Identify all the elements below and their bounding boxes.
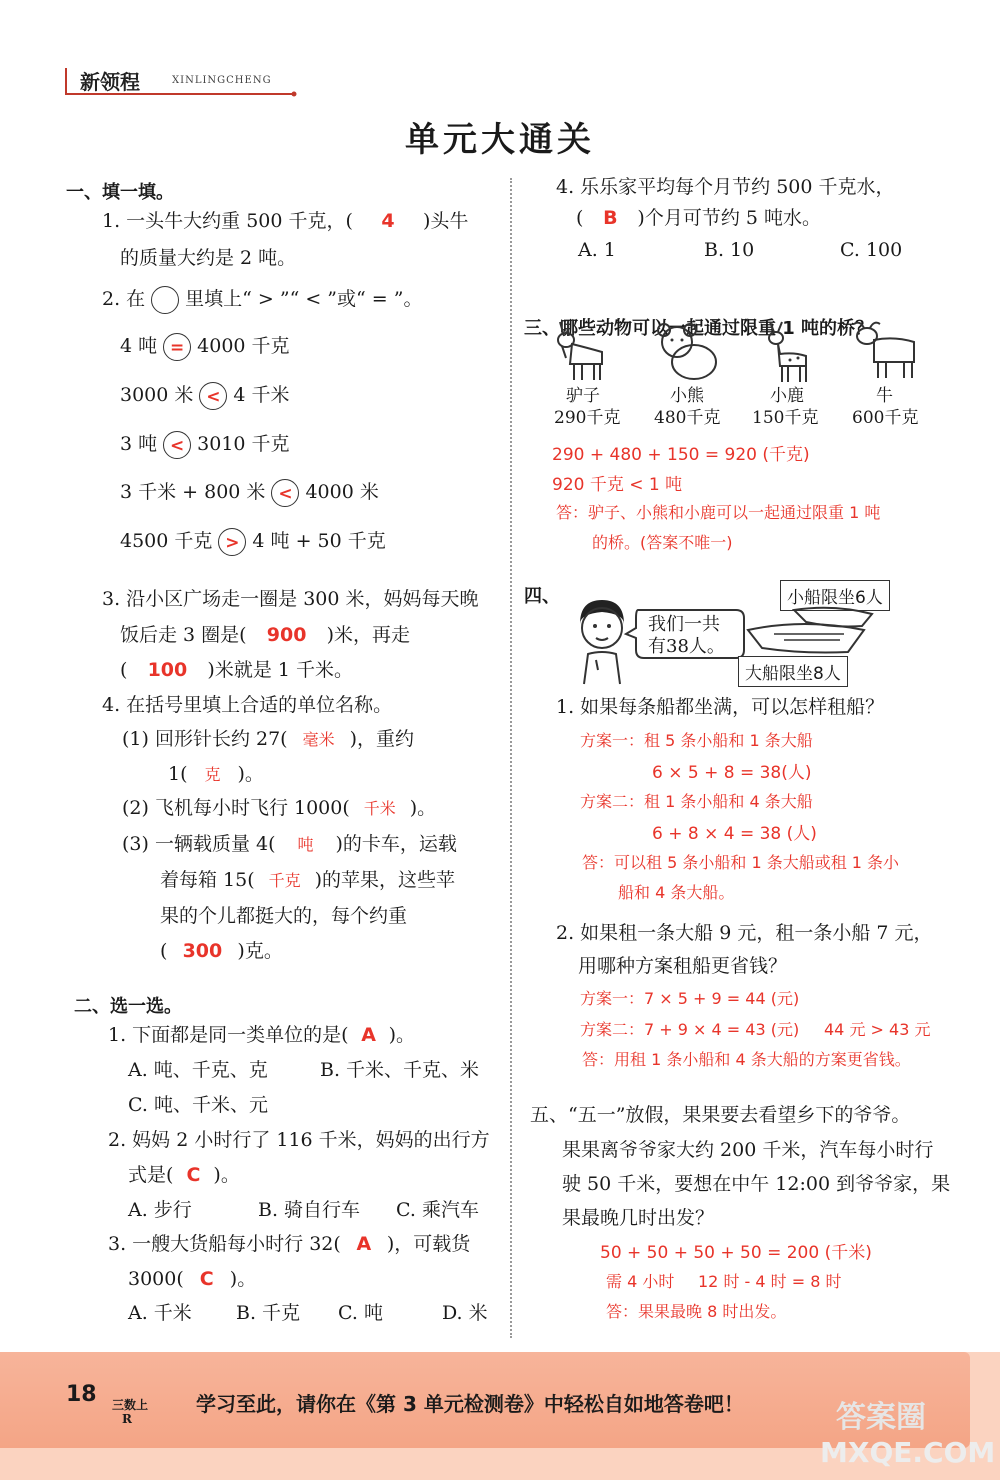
compare-left: 4500 千克 [120, 530, 213, 552]
compare-answer: > [225, 533, 240, 553]
s2-q3-text-a: 3. 一艘大货船每小时行 32( [108, 1233, 341, 1255]
s4-q2-line1: 2. 如果租一条大船 9 元，租一条小船 7 元， [556, 922, 933, 944]
s4-q1: 1. 如果每条船都坐满，可以怎样租船？ [556, 696, 885, 718]
donkey-icon [548, 318, 610, 384]
s1-q4-p1-answer-2: 克 [204, 765, 221, 784]
s3-solution-1: 290 + 480 + 150 = 920 (千克) [552, 445, 810, 465]
s1-q4-p3-line4 [160, 940, 283, 963]
animal-weight-bear: 480千克 [654, 408, 721, 428]
s1-q4-p3-line3: 果的个儿都挺大的，每个约重 [160, 905, 408, 927]
s3-solution-2: 920 千克 < 1 吨 [552, 475, 683, 495]
compare-right: 4 吨 + 50 千克 [252, 530, 386, 552]
edition-label: R [122, 1412, 132, 1426]
s2-q3-text-b: )，可载货 [386, 1233, 471, 1255]
watermark-logo: 答案圈 [836, 1400, 926, 1435]
s5-line-3: 驶 50 千米，要想在中午 12:00 到爷爷家，果 [562, 1173, 951, 1195]
s2-q3-opt-d: D. 米 [442, 1302, 488, 1324]
s1-q1-line1 [102, 210, 468, 233]
s1-q3-line3 [120, 659, 353, 682]
section-1-heading: 一、填一填。 [66, 182, 174, 203]
s1-q4-p3-answer: 吨 [297, 835, 314, 854]
footer-message: 学习至此，请你在《第 3 单元检测卷》中轻松自如地答卷吧！ [196, 1392, 744, 1416]
compare-right: 4000 米 [305, 481, 379, 503]
s1-q3-line1: 3. 沿小区广场走一圈是 300 米，妈妈每天晚 [102, 588, 479, 610]
s1-q1-text-a: 1. 一头牛大约重 500 千克，( [102, 210, 353, 232]
s2-q3-line2 [128, 1268, 256, 1291]
s1-q2-row-2 [120, 382, 290, 410]
compare-left: 3 吨 [120, 433, 158, 455]
compare-circle [163, 431, 191, 459]
s1-q4-p3-text-g: )克。 [237, 940, 283, 962]
s1-q4-p1-text-c: 1( [168, 763, 188, 785]
brand-pinyin: XINLINGCHENG [172, 75, 272, 86]
s2-q3-text-c: 3000( [128, 1268, 184, 1290]
compare-answer: < [170, 436, 185, 456]
animal-name-cow: 牛 [876, 386, 893, 406]
s2-q1-text-b: )。 [388, 1024, 416, 1046]
animal-name-deer: 小鹿 [770, 386, 804, 406]
s2-q2-line1: 2. 妈妈 2 小时行了 116 千米，妈妈的出行方 [108, 1129, 490, 1151]
compare-right: 4000 千克 [197, 335, 290, 357]
s3-answer-2: 的桥。(答案不唯一) [592, 533, 733, 552]
s1-q4-p1-text-b: )，重约 [349, 728, 415, 750]
page-number: 18 [66, 1382, 97, 1407]
s2-q1-opt-c: C. 吨、千米、元 [128, 1094, 268, 1116]
s1-q4-p2-text-b: )。 [409, 797, 437, 819]
s4-q2-answer: 答：用租 1 条小船和 4 条大船的方案更省钱。 [582, 1050, 911, 1069]
s1-q3-text-c1: ( [120, 659, 128, 681]
small-boat-label: 小船限坐6人 [780, 580, 890, 611]
s1-q3-text-c2: )米就是 1 千米。 [207, 659, 354, 681]
animal-weight-donkey: 290千克 [554, 408, 621, 428]
section-2-heading: 二、选一选。 [74, 996, 182, 1017]
s2-q3-text-d: )。 [229, 1268, 257, 1290]
s2-q2-text-c: )。 [213, 1164, 240, 1186]
s1-q4-p3-text-a: (3) 一辆载质量 4( [122, 833, 276, 855]
s2-q2-opt-c: C. 乘汽车 [396, 1199, 479, 1221]
compare-answer: < [278, 484, 293, 504]
s1-q4-p3-answer-2: 千克 [268, 871, 301, 890]
s1-q1-text-b: )头牛 [422, 210, 469, 232]
s4-q1-solution-1: 方案一：租 5 条小船和 1 条大船 [580, 731, 813, 750]
s5-line-4: 果最晚几时出发？ [562, 1207, 715, 1229]
s2-q1-opt-a: A. 吨、千克、克 [128, 1059, 268, 1081]
s1-q4-p3-text-c: 着每箱 15( [160, 869, 255, 891]
compare-right: 4 千米 [233, 384, 290, 406]
s2-q3-opt-b: B. 千克 [236, 1302, 301, 1324]
s2-q2-answer: C [186, 1164, 201, 1186]
s1-q2-text-b: 里填上“ > ”“ < ”或“ = ”。 [185, 288, 423, 310]
big-boat-label: 大船限坐8人 [738, 656, 848, 687]
s1-q4-p2-text-a: (2) 飞机每小时飞行 1000( [122, 797, 350, 819]
s2-q1-text-a: 1. 下面都是同一类单位的是( [108, 1024, 349, 1046]
s4-q1-solution-3: 方案二：租 1 条小船和 4 条大船 [580, 792, 813, 811]
s1-q3-answer-2: 100 [147, 659, 188, 681]
s4-q2-solution-1: 方案一：7 × 5 + 9 = 44 (元) [580, 989, 800, 1008]
animal-weight-deer: 150千克 [752, 408, 819, 428]
boy-icon [572, 596, 630, 686]
s2-q4-line1: 4. 乐乐家平均每个月节约 500 千克水， [556, 176, 895, 198]
compare-answer: < [206, 387, 221, 407]
section-3-heading: 三、哪些动物可以一起通过限重 1 吨的桥？ [524, 318, 874, 339]
s1-q1-line2: 的质量大约是 2 吨。 [120, 247, 297, 269]
s4-q1-answer-2: 船和 4 条大船。 [618, 883, 735, 902]
s2-q2-opt-a: A. 步行 [128, 1199, 192, 1221]
s1-q4-p1-text-d: )。 [237, 763, 264, 785]
s1-q4-p1-line2 [168, 763, 264, 786]
s4-q1-solution-2: 6 × 5 + 8 = 38(人) [652, 763, 812, 783]
s5-solution-1: 50 + 50 + 50 + 50 = 200 (千米) [600, 1243, 872, 1263]
section-4-heading: 四、 [524, 586, 560, 607]
s1-q4-p1-answer: 毫米 [302, 730, 335, 749]
s1-q2-row-3 [120, 431, 290, 459]
s1-q4-p2 [122, 797, 436, 820]
animal-name-donkey: 驴子 [566, 386, 600, 406]
column-divider [510, 178, 512, 1338]
compare-answer: = [170, 338, 185, 358]
s1-q3-answer-1: 900 [266, 624, 307, 646]
s2-q1-line [108, 1024, 415, 1047]
s1-q2-row-1 [120, 333, 290, 361]
s1-q3-text-b1: 饭后走 3 圈是( [120, 624, 247, 646]
s1-q3-text-b2: )米，再走 [326, 624, 411, 646]
blank-circle-icon [151, 286, 179, 314]
s1-q4-p1-line1 [122, 728, 414, 751]
compare-circle [271, 479, 299, 507]
animal-weight-cow: 600千克 [852, 408, 919, 428]
s5-solution-3: 12 时 - 4 时 = 8 时 [698, 1272, 842, 1291]
s1-q4-p3-text-d: )的苹果，这些苹 [314, 869, 456, 891]
compare-left: 3 千米 + 800 米 [120, 481, 266, 503]
s2-q4-opt-b: B. 10 [704, 239, 755, 261]
s4-q1-answer-1: 答：可以租 5 条小船和 1 条大船或租 1 条小 [582, 853, 900, 872]
s1-q4-p3-text-f: ( [160, 940, 168, 962]
s1-q4-p3-text-b: )的卡车，运载 [335, 833, 457, 855]
s4-q2-line2: 用哪种方案租船更省钱？ [578, 955, 788, 977]
s2-q4-line2 [576, 207, 821, 230]
s1-q2-row-5 [120, 528, 386, 556]
s3-answer-1: 答：驴子、小熊和小鹿可以一起通过限重 1 吨 [556, 503, 881, 522]
s4-q2-compare: 44 元 > 43 元 [824, 1020, 931, 1039]
s2-q2-line2 [128, 1164, 240, 1187]
s1-q4-p3-line2 [160, 869, 455, 892]
boats-icon [744, 604, 880, 656]
s5-answer: 答：果果最晚 8 时出发。 [606, 1302, 787, 1321]
s4-q1-solution-4: 6 + 8 × 4 = 38 (人) [652, 824, 817, 844]
cow-icon [850, 318, 922, 382]
s2-q1-opt-b: B. 千米、千克、米 [320, 1059, 480, 1081]
s1-q3-line2 [120, 624, 410, 647]
s5-line-1: 五、“五一”放假，果果要去看望乡下的爷爷。 [530, 1104, 911, 1126]
s1-q1-answer: 4 [381, 210, 395, 232]
brand-name: 新领程 [80, 70, 140, 94]
s2-q3-opt-c: C. 吨 [338, 1302, 383, 1324]
s2-q3-line1 [108, 1233, 470, 1256]
s5-solution-2: 需 4 小时 [606, 1272, 675, 1291]
s2-q4-opt-c: C. 100 [840, 239, 903, 261]
s2-q4-opt-a: A. 1 [578, 239, 616, 261]
compare-circle [218, 528, 246, 556]
s1-q4-p2-answer: 千米 [363, 799, 396, 818]
s1-q4-p1-text-a: (1) 回形针长约 27( [122, 728, 288, 750]
s2-q3-opt-a: A. 千米 [128, 1302, 192, 1324]
s1-q2-line1 [102, 286, 422, 314]
grade-label: 三数上 [112, 1398, 149, 1412]
s2-q1-answer: A [361, 1024, 376, 1046]
s4-q2-solution-2: 方案二：7 + 9 × 4 = 43 (元) [580, 1020, 800, 1039]
s2-q4-text-c: )个月可节约 5 吨水。 [637, 207, 822, 229]
s1-q4-p3-line1 [122, 833, 457, 856]
page-title: 单元大通关 [405, 120, 595, 160]
deer-icon [760, 320, 816, 384]
s2-q3-answer-2: C [199, 1268, 214, 1290]
s2-q2-text-b: 式是( [128, 1164, 174, 1186]
s1-q2-text-a: 2. 在 [102, 288, 146, 310]
compare-circle [163, 333, 191, 361]
s5-line-2: 果果离爷爷家大约 200 千米，汽车每小时行 [562, 1139, 934, 1161]
s1-q4-line1: 4. 在括号里填上合适的单位名称。 [102, 694, 393, 716]
s1-q4-p3-answer-3: 300 [182, 940, 223, 962]
compare-left: 4 吨 [120, 335, 158, 357]
s2-q4-answer: B [603, 207, 618, 229]
s2-q4-text-b: ( [576, 207, 584, 229]
s2-q3-answer: A [356, 1233, 372, 1255]
compare-circle [199, 382, 227, 410]
watermark-url: MXQE.COM [820, 1436, 996, 1469]
compare-left: 3000 米 [120, 384, 194, 406]
bear-icon [654, 320, 720, 382]
speech-bubble-line-2: 有38人。 [648, 636, 725, 657]
compare-right: 3010 千克 [197, 433, 290, 455]
animal-name-bear: 小熊 [670, 386, 704, 406]
s2-q2-opt-b: B. 骑自行车 [258, 1199, 361, 1221]
s1-q2-row-4 [120, 479, 379, 507]
speech-bubble-line-1: 我们一共 [648, 614, 720, 635]
